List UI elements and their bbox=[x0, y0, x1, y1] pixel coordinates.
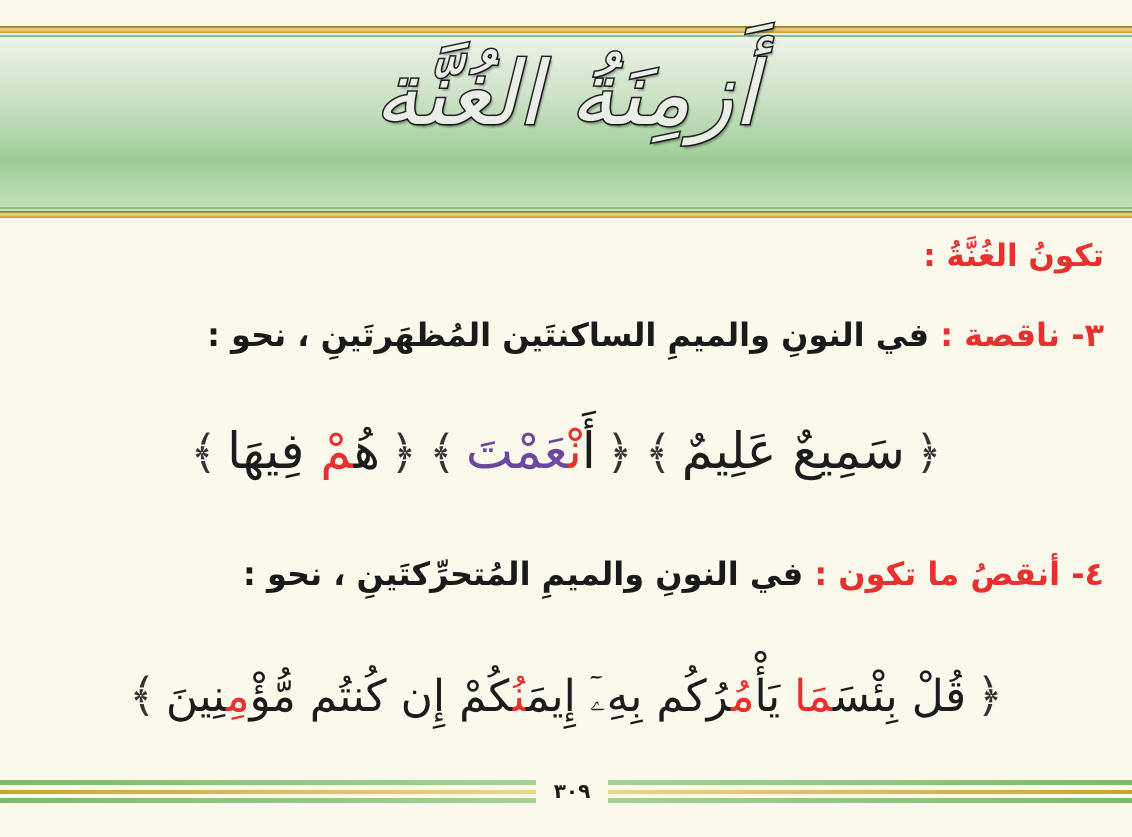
banner-gold-border-bottom bbox=[0, 211, 1132, 218]
example-segment: مَا bbox=[794, 671, 833, 722]
rule-4-text: في النونِ والميمِ المُتحرِّكتَينِ ، نحو : bbox=[243, 555, 815, 593]
example-segment: نُ bbox=[512, 671, 526, 722]
example-segment: مُ bbox=[730, 671, 755, 722]
example-segment: عَلِيمٌ bbox=[681, 422, 777, 480]
page-title: أَزمِنَةُ الغُنَّة bbox=[374, 42, 758, 145]
example-segment: هُ bbox=[353, 422, 380, 480]
ornament-bracket-close: ﴾ bbox=[644, 425, 672, 479]
ornament-bracket-open: ﴿ bbox=[389, 425, 417, 479]
example-segment: قُلْ بِئْسَ bbox=[832, 671, 967, 722]
rule-3-label: ٣- ناقصة : bbox=[940, 316, 1104, 354]
example-phrase bbox=[682, 422, 905, 480]
example-segment: كُمْ إِن كُنتُم مُّؤْ bbox=[249, 671, 513, 722]
example-segment: عَمْتَ bbox=[465, 422, 568, 480]
banner-green-rule-bottom bbox=[0, 207, 1132, 209]
examples-row-1 bbox=[0, 422, 1132, 480]
rule-3-text: في النونِ والميمِ الساكنتَين المُظهَرتَينِ ، نحو : bbox=[207, 316, 941, 354]
example-phrase bbox=[466, 422, 596, 480]
example-segment: نْ bbox=[567, 422, 582, 480]
example-segment: مِ bbox=[225, 671, 250, 722]
section-heading: تكونُ الغُنَّةُ : bbox=[923, 238, 1104, 274]
page-number: ٣٠٩ bbox=[536, 776, 608, 806]
rule-4 bbox=[28, 555, 1104, 593]
ornament-bracket-close: ﴾ bbox=[428, 425, 456, 479]
ornament-bracket-open: ﴿ bbox=[605, 425, 633, 479]
example-segment: مْ bbox=[304, 422, 354, 480]
example-phrase bbox=[227, 422, 380, 480]
example-segment: فِيهَا bbox=[227, 422, 305, 480]
example-segment: يَأْ bbox=[754, 671, 795, 722]
examples-row-2 bbox=[0, 668, 1132, 722]
ornament-bracket-close: ﴾ bbox=[128, 668, 156, 722]
example-segment: أَ bbox=[581, 422, 596, 480]
example-segment: رُكُم بِهِۦٓ إِيمَ bbox=[525, 671, 731, 722]
page-footer bbox=[0, 778, 1132, 804]
quran-verse bbox=[166, 671, 966, 722]
rule-3 bbox=[28, 316, 1104, 354]
ornament-bracket-open: ﴿ bbox=[976, 668, 1004, 722]
ornament-bracket-open: ﴿ bbox=[914, 425, 942, 479]
ornament-bracket-close: ﴾ bbox=[190, 425, 218, 479]
banner-gold-border-top bbox=[0, 26, 1132, 33]
example-segment: سَمِيعٌ bbox=[776, 422, 905, 480]
rule-4-label: ٤- أنقصُ ما تكون : bbox=[814, 555, 1104, 593]
example-segment: نِينَ bbox=[165, 671, 226, 722]
